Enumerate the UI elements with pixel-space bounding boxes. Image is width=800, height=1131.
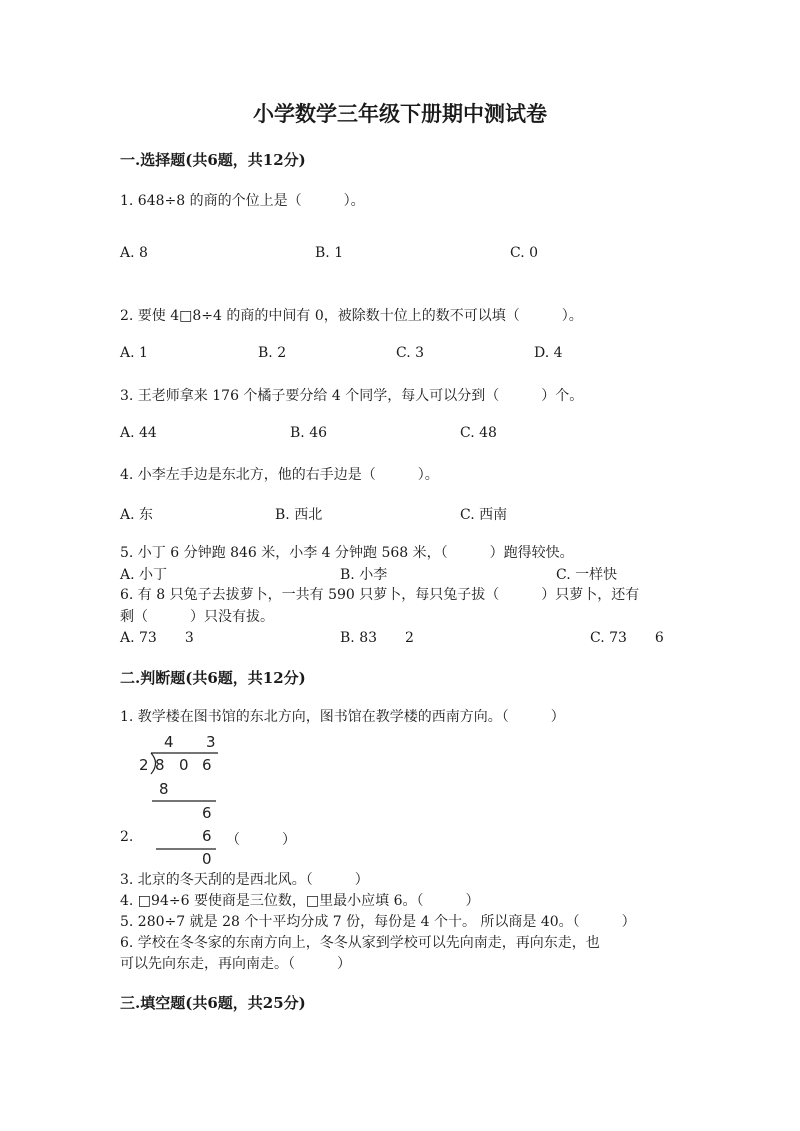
step-product: 6 <box>202 827 212 845</box>
question-text: 6. 有 8 只兔子去拔萝卜，一共有 590 只萝卜，每只兔子拔（ ）只萝卜，还有 <box>120 587 640 603</box>
section-heading-choice: 一.选择题(共6题，共12分) <box>120 151 306 169</box>
option[interactable]: A. 44 <box>120 425 157 441</box>
dividend-digit: 8 <box>155 756 165 774</box>
question-text: 4. 小李左手边是东北方，他的右手边是（ ）。 <box>120 467 439 483</box>
quotient-digit: 3 <box>206 733 216 751</box>
question-label: 2. <box>120 829 134 845</box>
question-text: 6. 学校在冬冬家的东南方向上，冬冬从家到学校可以先向南走，再向东走，也 <box>120 935 600 951</box>
question-text: 5. 280÷7 就是 28 个十平均分成 7 份，每份是 4 个十。 所以商是 40。（ ） <box>120 914 636 930</box>
quotient-digit: 4 <box>164 733 174 751</box>
option[interactable]: C. 48 <box>460 425 497 441</box>
divisor: 2 <box>139 756 149 774</box>
question-text: 1. 648÷8 的商的个位上是（ ）。 <box>120 193 365 209</box>
option[interactable]: B. 1 <box>315 245 344 261</box>
question-text: 4. □94÷6 要使商是三位数，□里最小应填 6。（ ） <box>120 893 480 909</box>
option[interactable]: A. 8 <box>120 245 148 261</box>
option[interactable]: D. 4 <box>534 345 563 361</box>
option[interactable]: B. 2 <box>258 345 287 361</box>
question-text-cont: 剩（ ）只没有拔。 <box>120 609 274 625</box>
section-heading-judgment: 二.判断题(共6题，共12分) <box>120 669 306 687</box>
option[interactable]: C. 西南 <box>460 507 508 523</box>
option[interactable]: C. 3 <box>396 345 425 361</box>
question-text: 3. 王老师拿来 176 个橘子要分给 4 个同学，每人可以分到（ ）个。 <box>120 388 584 404</box>
step-product: 8 <box>159 780 169 798</box>
option[interactable]: B. 西北 <box>275 507 323 523</box>
section-heading-fill: 三.填空题(共6题，共25分) <box>120 994 306 1012</box>
question-text: 3. 北京的冬天刮的是西北风。（ ） <box>120 872 369 888</box>
option[interactable]: B. 小李 <box>340 567 388 583</box>
option[interactable]: A. 73 3 <box>120 630 194 646</box>
final-remainder: 0 <box>202 850 212 868</box>
dividend-digit: 0 <box>179 756 189 774</box>
option[interactable]: B. 83 2 <box>340 630 414 646</box>
option[interactable]: C. 一样快 <box>556 567 618 583</box>
question-text: 5. 小丁 6 分钟跑 846 米，小李 4 分钟跑 568 米，（ ）跑得较快。 <box>120 545 574 561</box>
page-title: 小学数学三年级下册期中测试卷 <box>253 101 547 126</box>
option[interactable]: A. 1 <box>120 345 148 361</box>
option[interactable]: C. 73 6 <box>590 630 664 646</box>
answer-paren[interactable]: （ ） <box>226 832 296 848</box>
option[interactable]: A. 东 <box>120 507 154 523</box>
option[interactable]: B. 46 <box>290 425 328 441</box>
option[interactable]: C. 0 <box>510 245 539 261</box>
question-text: 2. 要使 4□8÷4 的商的中间有 0，被除数十位上的数不可以填（ ）。 <box>120 308 583 324</box>
dividend-digit: 6 <box>202 756 212 774</box>
question-text: 1. 教学楼在图书馆的东北方向，图书馆在教学楼的西南方向。（ ） <box>120 709 565 725</box>
long-division-figure <box>118 728 238 868</box>
question-text-cont: 可以先向东走，再向南走。（ ） <box>120 956 351 972</box>
option[interactable]: A. 小丁 <box>120 567 168 583</box>
step-remainder: 6 <box>202 804 212 822</box>
